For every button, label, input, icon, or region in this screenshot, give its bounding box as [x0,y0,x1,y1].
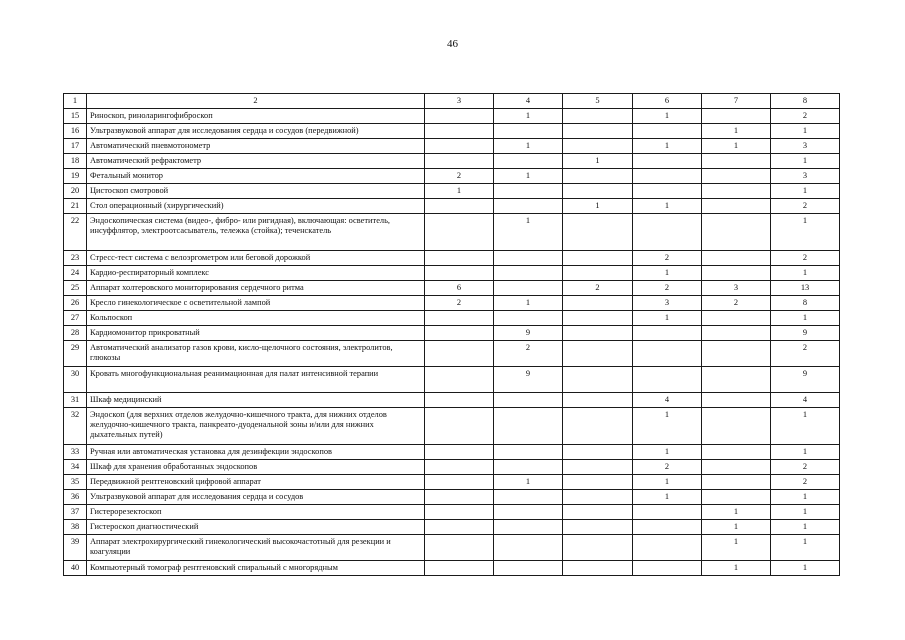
quantity-cell [425,460,494,475]
row-number-cell: 20 [64,184,87,199]
equipment-table [63,93,840,576]
quantity-cell [425,535,494,561]
quantity-cell [563,393,633,408]
quantity-cell [563,341,633,367]
quantity-cell [633,124,702,139]
quantity-cell: 13 [771,281,840,296]
row-number-cell: 38 [64,520,87,535]
quantity-cell [494,490,563,505]
quantity-cell [702,214,771,251]
table-header-row [64,94,840,109]
header-cell: 7 [702,94,771,109]
quantity-cell [563,445,633,460]
quantity-cell [633,561,702,576]
quantity-cell: 1 [425,184,494,199]
quantity-cell: 1 [771,214,840,251]
item-name-cell: Аппарат холтеровского мониторирования сердечного ритма [87,281,425,296]
table-row [64,561,840,576]
quantity-cell: 9 [494,326,563,341]
quantity-cell: 1 [494,109,563,124]
quantity-cell: 1 [771,408,840,445]
equipment-table-body [64,94,840,576]
quantity-cell [494,124,563,139]
row-number-cell: 27 [64,311,87,326]
item-name-cell: Эндоскопическая система (видео-, фибро- или ригидная), включающая: осветитель, инсуффлятор, электроотсасыватель, тележка (стойка); тeченскатель [87,214,425,251]
quantity-cell: 6 [425,281,494,296]
row-number-cell: 19 [64,169,87,184]
row-number-cell: 21 [64,199,87,214]
quantity-cell [425,393,494,408]
row-number-cell: 33 [64,445,87,460]
table-row [64,109,840,124]
table-row [64,475,840,490]
quantity-cell [563,169,633,184]
quantity-cell: 1 [771,490,840,505]
quantity-cell [702,475,771,490]
row-number-cell: 35 [64,475,87,490]
row-number-cell: 28 [64,326,87,341]
quantity-cell: 4 [771,393,840,408]
quantity-cell [563,520,633,535]
quantity-cell [494,408,563,445]
quantity-cell [563,505,633,520]
table-row [64,445,840,460]
quantity-cell [494,535,563,561]
quantity-cell [702,311,771,326]
quantity-cell [494,199,563,214]
quantity-cell: 1 [633,266,702,281]
quantity-cell: 1 [494,139,563,154]
item-name-cell: Стол операционный (хирургический) [87,199,425,214]
quantity-cell: 1 [771,505,840,520]
quantity-cell [633,535,702,561]
item-name-cell: Эндоскоп (для верхних отделов желудочно-кишечного тракта, для нижних отделов желудочно-кишечного тракта, панкреато-дуоденальной зоны и/или для нижних дыхательных путей) [87,408,425,445]
quantity-cell [633,520,702,535]
quantity-cell [702,445,771,460]
quantity-cell: 2 [425,296,494,311]
table-row [64,296,840,311]
quantity-cell: 1 [494,169,563,184]
row-number-cell: 32 [64,408,87,445]
item-name-cell: Кардиомонитор прикроватный [87,326,425,341]
table-row [64,139,840,154]
table-row [64,251,840,266]
row-number-cell: 34 [64,460,87,475]
quantity-cell: 1 [702,139,771,154]
row-number-cell: 40 [64,561,87,576]
quantity-cell [633,326,702,341]
quantity-cell [633,341,702,367]
quantity-cell [494,154,563,169]
quantity-cell [633,154,702,169]
table-row [64,367,840,393]
quantity-cell: 1 [771,266,840,281]
quantity-cell: 2 [771,251,840,266]
table-row [64,393,840,408]
table-row [64,214,840,251]
quantity-cell [425,109,494,124]
quantity-cell [494,561,563,576]
quantity-cell: 1 [633,139,702,154]
quantity-cell [702,109,771,124]
quantity-cell [563,475,633,490]
quantity-cell [425,475,494,490]
quantity-cell [702,326,771,341]
quantity-cell [494,281,563,296]
quantity-cell: 9 [494,367,563,393]
quantity-cell: 2 [771,475,840,490]
quantity-cell [563,561,633,576]
quantity-cell: 8 [771,296,840,311]
item-name-cell: Гистерорезектоскоп [87,505,425,520]
quantity-cell: 1 [771,311,840,326]
quantity-cell [494,505,563,520]
quantity-cell [633,367,702,393]
quantity-cell [563,535,633,561]
item-name-cell: Риноскоп, риноларингофиброскоп [87,109,425,124]
header-cell: 5 [563,94,633,109]
quantity-cell [425,326,494,341]
table-row [64,460,840,475]
quantity-cell: 9 [771,326,840,341]
quantity-cell [425,124,494,139]
row-number-cell: 26 [64,296,87,311]
quantity-cell [633,184,702,199]
table-row [64,341,840,367]
quantity-cell: 2 [494,341,563,367]
quantity-cell [563,266,633,281]
row-number-cell: 16 [64,124,87,139]
quantity-cell: 1 [633,311,702,326]
quantity-cell: 1 [494,214,563,251]
item-name-cell: Гистероскоп диагностический [87,520,425,535]
quantity-cell: 1 [702,505,771,520]
quantity-cell: 2 [633,460,702,475]
quantity-cell [563,251,633,266]
quantity-cell: 1 [633,445,702,460]
quantity-cell: 1 [633,408,702,445]
quantity-cell [563,124,633,139]
quantity-cell [425,490,494,505]
quantity-cell [563,311,633,326]
quantity-cell [425,505,494,520]
quantity-cell: 2 [563,281,633,296]
quantity-cell [425,367,494,393]
quantity-cell [425,561,494,576]
quantity-cell [563,214,633,251]
table-row [64,281,840,296]
row-number-cell: 22 [64,214,87,251]
item-name-cell: Автоматический пневмотонометр [87,139,425,154]
row-number-cell: 18 [64,154,87,169]
row-number-cell: 15 [64,109,87,124]
table-row [64,311,840,326]
row-number-cell: 29 [64,341,87,367]
quantity-cell [563,490,633,505]
quantity-cell: 1 [771,561,840,576]
quantity-cell: 3 [633,296,702,311]
header-cell: 6 [633,94,702,109]
quantity-cell: 1 [771,154,840,169]
table-row [64,535,840,561]
quantity-cell [702,266,771,281]
item-name-cell: Фетальный монитор [87,169,425,184]
quantity-cell: 1 [633,109,702,124]
quantity-cell: 1 [702,561,771,576]
quantity-cell: 1 [771,535,840,561]
quantity-cell: 2 [702,296,771,311]
item-name-cell: Кольпоскоп [87,311,425,326]
quantity-cell: 1 [702,535,771,561]
item-name-cell: Кардио-респираторный комплекс [87,266,425,281]
header-cell: 8 [771,94,840,109]
quantity-cell [563,296,633,311]
item-name-cell: Передвижной рентгеновский цифровой аппарат [87,475,425,490]
quantity-cell: 2 [425,169,494,184]
quantity-cell [425,139,494,154]
quantity-cell: 9 [771,367,840,393]
table-row [64,184,840,199]
quantity-cell [494,184,563,199]
quantity-cell [494,266,563,281]
quantity-cell [563,408,633,445]
quantity-cell [425,341,494,367]
quantity-cell: 1 [633,490,702,505]
table-row [64,169,840,184]
quantity-cell: 3 [771,169,840,184]
item-name-cell: Ультразвуковой аппарат для исследования сердца и сосудов (передвижной) [87,124,425,139]
quantity-cell [563,460,633,475]
quantity-cell [494,251,563,266]
header-cell: 1 [64,94,87,109]
quantity-cell: 2 [633,251,702,266]
item-name-cell: Стресс-тест система с велоэргометром или беговой дорожкой [87,251,425,266]
quantity-cell [425,199,494,214]
quantity-cell: 2 [633,281,702,296]
quantity-cell: 1 [494,296,563,311]
quantity-cell: 1 [563,154,633,169]
table-row [64,505,840,520]
quantity-cell: 1 [494,475,563,490]
table-row [64,490,840,505]
quantity-cell: 1 [771,445,840,460]
table-row [64,326,840,341]
row-number-cell: 24 [64,266,87,281]
quantity-cell [563,109,633,124]
quantity-cell: 1 [771,520,840,535]
quantity-cell [702,169,771,184]
quantity-cell [494,460,563,475]
item-name-cell: Шкаф для хранения обработанных эндоскопов [87,460,425,475]
page-number: 46 [447,38,458,50]
header-cell: 4 [494,94,563,109]
quantity-cell [702,199,771,214]
table-row [64,124,840,139]
row-number-cell: 25 [64,281,87,296]
quantity-cell [494,393,563,408]
quantity-cell [425,408,494,445]
quantity-cell: 1 [633,199,702,214]
table-row [64,154,840,169]
quantity-cell [633,169,702,184]
quantity-cell [425,520,494,535]
quantity-cell: 1 [702,520,771,535]
quantity-cell [494,445,563,460]
item-name-cell: Кровать многофункциональная реанимационная для палат интенсивной терапии [87,367,425,393]
quantity-cell [563,367,633,393]
quantity-cell [494,311,563,326]
quantity-cell [702,408,771,445]
row-number-cell: 36 [64,490,87,505]
row-number-cell: 17 [64,139,87,154]
table-row [64,199,840,214]
quantity-cell [633,214,702,251]
quantity-cell: 1 [702,124,771,139]
quantity-cell: 1 [771,124,840,139]
quantity-cell [702,154,771,169]
item-name-cell: Автоматический рефрактометр [87,154,425,169]
table-row [64,520,840,535]
quantity-cell: 2 [771,341,840,367]
row-number-cell: 31 [64,393,87,408]
quantity-cell [563,139,633,154]
quantity-cell [563,326,633,341]
header-cell: 3 [425,94,494,109]
quantity-cell [494,520,563,535]
quantity-cell [425,311,494,326]
quantity-cell [702,393,771,408]
quantity-cell: 3 [771,139,840,154]
row-number-cell: 23 [64,251,87,266]
item-name-cell: Кресло гинекологическое с осветительной лампой [87,296,425,311]
item-name-cell: Шкаф медицинский [87,393,425,408]
quantity-cell [425,251,494,266]
quantity-cell [425,266,494,281]
quantity-cell: 1 [633,475,702,490]
quantity-cell: 4 [633,393,702,408]
quantity-cell: 3 [702,281,771,296]
quantity-cell [702,341,771,367]
row-number-cell: 39 [64,535,87,561]
quantity-cell: 2 [771,460,840,475]
table-row [64,266,840,281]
table-row [64,408,840,445]
row-number-cell: 37 [64,505,87,520]
item-name-cell: Цистоскоп смотровой [87,184,425,199]
item-name-cell: Автоматический анализатор газов крови, кисло-щелочного состояния, электролитов, глюкозы [87,341,425,367]
item-name-cell: Ручная или автоматическая установка для дезинфекции эндоскопов [87,445,425,460]
quantity-cell [702,490,771,505]
quantity-cell [702,367,771,393]
quantity-cell [702,460,771,475]
quantity-cell: 2 [771,109,840,124]
quantity-cell [425,154,494,169]
header-cell: 2 [87,94,425,109]
quantity-cell [702,184,771,199]
item-name-cell: Аппарат электрохирургический гинекологический высокочастотный для резекции и коагуляции [87,535,425,561]
quantity-cell: 1 [771,184,840,199]
item-name-cell: Ультразвуковой аппарат для исследования сердца и сосудов [87,490,425,505]
quantity-cell [425,214,494,251]
item-name-cell: Компьютерный томограф рентгеновский спиральный с многорядным [87,561,425,576]
quantity-cell [633,505,702,520]
quantity-cell: 2 [771,199,840,214]
quantity-cell [563,184,633,199]
quantity-cell [425,445,494,460]
quantity-cell: 1 [563,199,633,214]
row-number-cell: 30 [64,367,87,393]
quantity-cell [702,251,771,266]
